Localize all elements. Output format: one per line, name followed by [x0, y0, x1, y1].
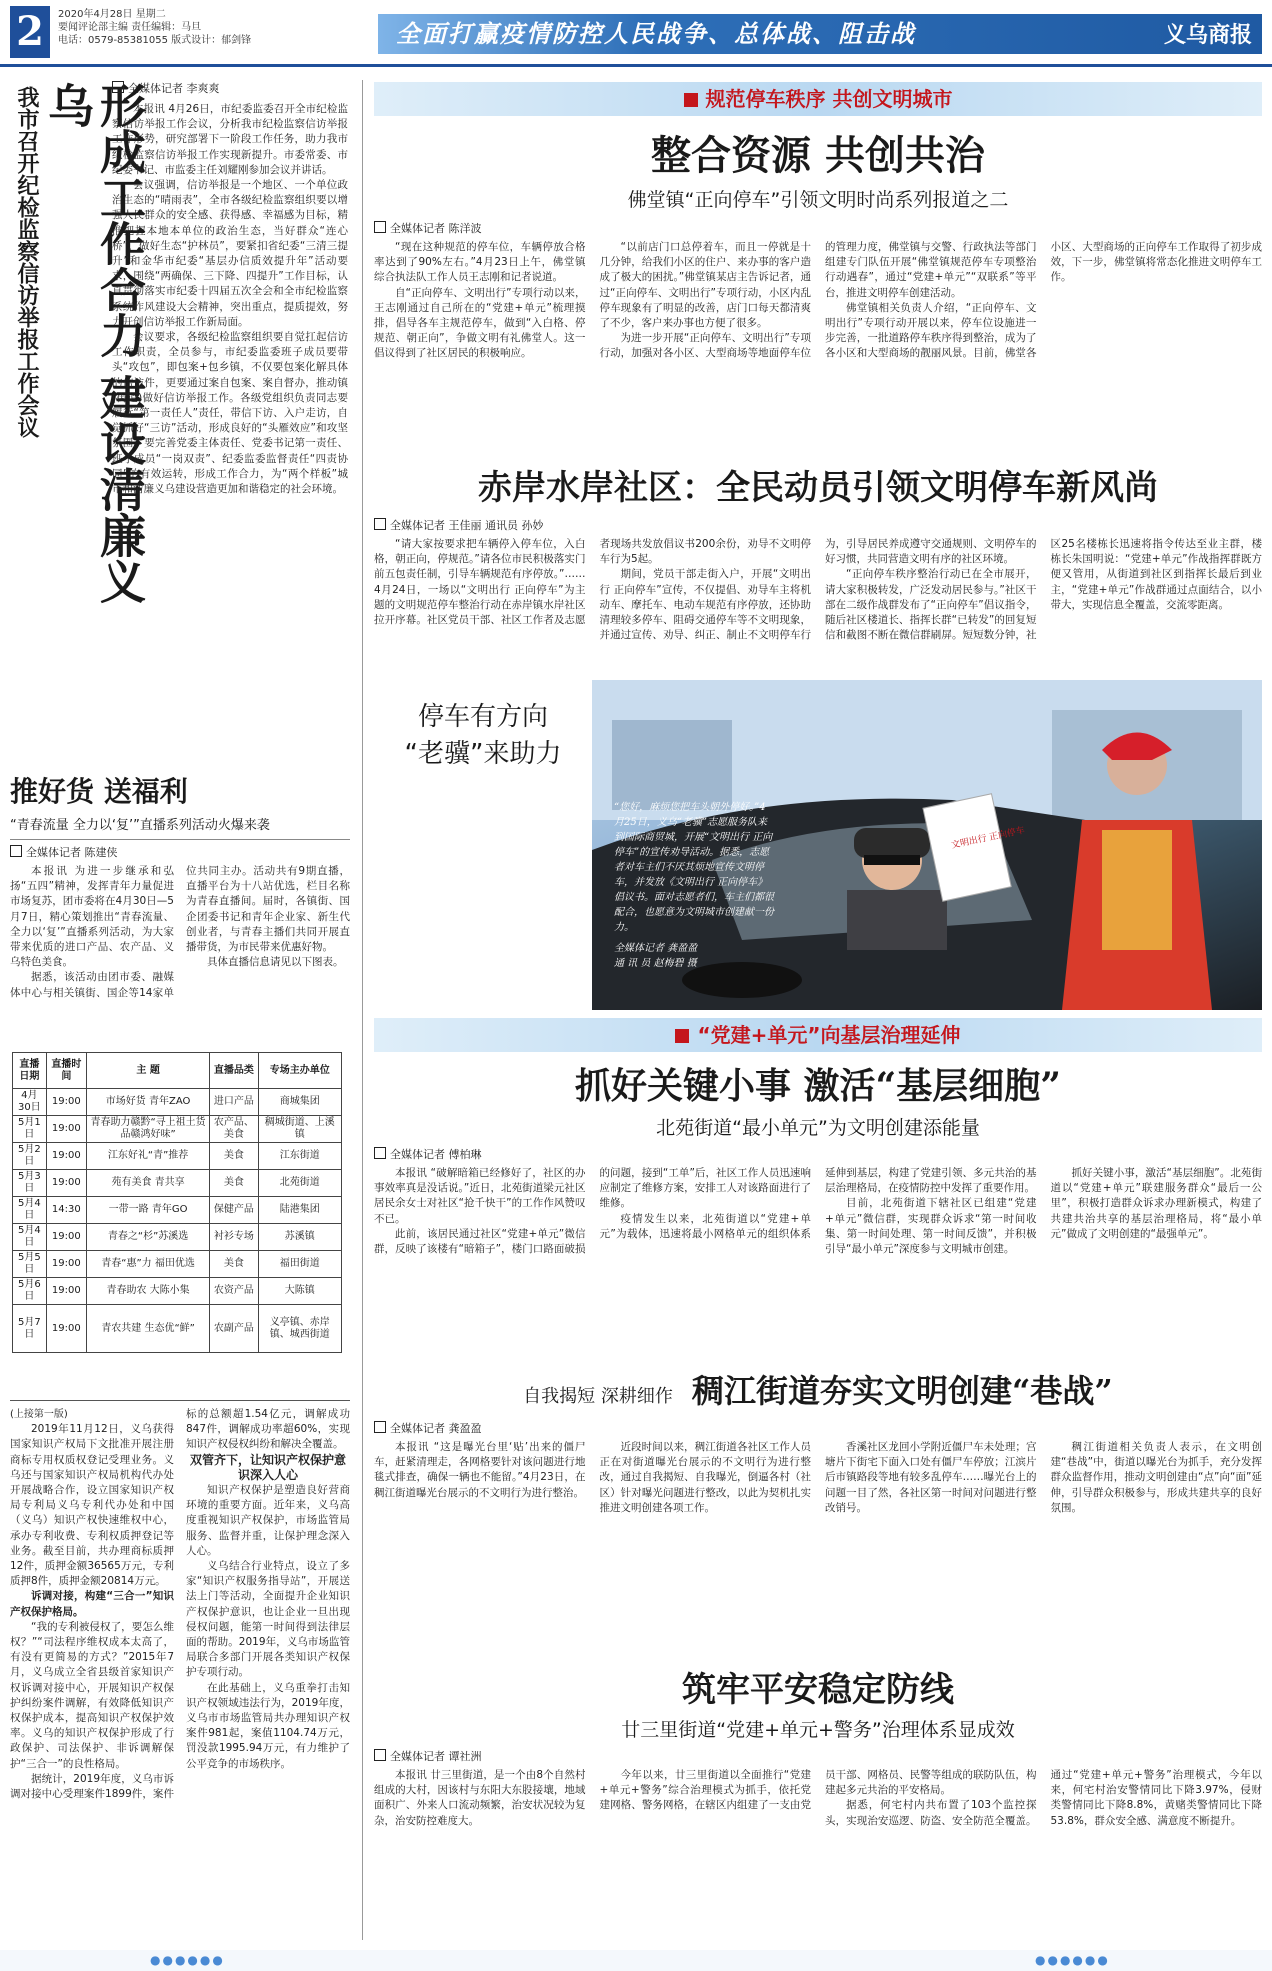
- article-body: “现在这种规范的停车位，车辆停放合格率达到了90%左右。”4月23日上午，佛堂镇综合执法队工作人员王志刚和记者说道。 自“正向停车、文明出行”专项行动以来，王志刚通过自己所在的“党建+单元”梳理摸排，倡导各车主规范停车，做到“入白格、停规范、朝正向”，争做文明有礼佛堂人。这一倡议得到了社区居民的积极响应。 “以前店门口总停着车，而且一停就是十几分钟，给我们小区的住户、来办事的客户造成了极大的困扰。”佛堂镇某店主告诉记者，通过“正向停车、文明出行”专项行动，小区内乱停车现象有了明显的改善，店门口每天都清爽了不少，客户来办事也方便了很多。 为进一步开展“正向停车、文明出行”专项行动，加强对各小区、大型商场等地面停车位的管理力度，佛堂镇与交警、行政执法等部门组建专门队伍开展“佛堂镇规范停车专项整治行动遇春”，通过“党建+单元”“双联系”等平台，推进文明停车创建活动。 佛堂镇相关负责人介绍，“正向停车、文明出行”专项行动开展以来，停车位设施进一步完善，一批道路停车秩序得到整治，成为了各小区和大型商场的靓丽风景。目前，佛堂各小区、大型商场的正向停车工作取得了初步成效，下一步，佛堂镇将常态化推进文明停车工作。: [374, 241, 1262, 360]
- article-body: 本报讯 “这是曝光台里‘贴’出来的僵尸车，赶紧清理走，各网格要针对该问题进行地毯式排查，确保一辆也不能留。”4月23日，在稠江街道曝光台展示的不文明行为进行整治。 近段时间以来，稠江街道各社区工作人员正在对街道曝光台展示的不文明行为进行整改，通过自我揭短、自我曝光，倒逼各村（社区）针对曝光问题进行整改，以此为契机扎实推进文明创建各项工作。 香溪社区龙回小学附近僵尸车未处理；宫塘片下街宅下面入口处有僵尸车停放；江滨片后市镇路段等地有较多乱停车……曝光台上的问题一目了然，各社区第一时间对问题进行整改销号。 稠江街道相关负责人表示，在文明创建“巷战”中，街道以曝光台为抓手，充分发挥群众监督作用，推动文明创建由“点”向“面”延伸，引导群众积极参与，形成共建共享的良好氛围。: [374, 1441, 1262, 1514]
- column-divider: [362, 80, 363, 1940]
- footer-dots-right: ●●●●●●: [1035, 1953, 1110, 1967]
- byline: 全媒体记者 王佳丽 通讯员 孙妙: [374, 517, 1262, 533]
- byline: 全媒体记者 龚盈盈: [374, 1420, 1262, 1436]
- article-title: 稠江街道夯实文明创建“巷战”: [692, 1372, 1113, 1410]
- section-header-party: “党建+单元”向基层治理延伸: [374, 1018, 1262, 1052]
- table-row: 5月4日 19:00 青春之“杉”苏溪选 衬衫专场 苏溪镇: [13, 1224, 342, 1251]
- square-bullet-icon: [675, 1029, 689, 1043]
- header-banner: 全面打赢疫情防控人民战争、总体战、阻击战: [378, 14, 1262, 54]
- article-body: 本报讯 为进一步继承和弘扬“五四”精神，发挥青年力量促进市场复苏，团市委将在4月30日—5月7日，精心策划推出“青春流量、全力以‘复’”直播系列活动，为大家带来优质的进口产品、农产品、义乌特色美食。 据悉，该活动由团市委、融媒体中心与相关镇街、国企等14家单位共同主办。活动共有9期直播，直播平台为十八站优选，栏目名称为青春直播间。届时，各镇街、国企团委书记和青年企业家、新生代创业者，与青春主播们共同开展直播带货，为市民带来优惠好物。 具体直播信息请见以下图表。: [10, 865, 350, 999]
- article-title: 形成工作合力 建设清廉义乌: [41, 82, 147, 605]
- table-row: 5月1日 19:00 青春助力赣黔“寻上祖土货 品赣鸿好味” 农产品、美食 稠城街道、上溪镇: [13, 1116, 342, 1143]
- square-bullet-icon: [684, 93, 698, 107]
- col-header: 直播品类: [210, 1053, 258, 1089]
- byline: 全媒体记者 谭社洲: [374, 1748, 1262, 1764]
- article-body: “请大家按要求把车辆停入停车位，入白格，朝正向，停规范。”请各位市民积极落实门前五包责任制，引导车辆规范有序停放。”……4月24日，一场以“文明出行 正向停车”为主题的文明规范停车整治行动在赤岸镇水岸社区拉开序幕。社区党员干部、社区工作者及志愿者现场共发放倡议书200余份，劝导不文明停车行为5起。 期间，党员干部走街入户，开展“文明出行 正向停车”宣传，不仅提倡、劝导车主将机动车、摩托车、电动车规范有序停放，还协助清理较多停车、阻碍交通停车等不文明现象，并通过宣传、劝导、纠正、制止不文明停车行为，引导居民养成遵守交通规则、文明停车的好习惯，共同营造文明有序的社区环境。 “正向停车秩序整治行动已在全市展开，请大家积极转发，广泛发动居民参与。”社区干部在二级作战群发布了“正向停车”倡议指令，随后社区楼道长、指挥长群“已转发”的回复短信和截图不断在微信群刷屏。短短数分钟，社区25名楼栋长迅速将指令传达至业主群，楼栋长朱国明说：“党建+单元”作战指挥群既方便又管用，从街道到社区到指挥长最后到业主，“党建+单元”作战群通过点面结合，以小带大，实现信息全覆盖，交流零距离。: [374, 538, 1262, 642]
- photo-caption: “您好，麻烦您把车头朝外停好。”4月25日，义乌“老骥”志愿服务队来到国际商贸城，开展“文明出行 正向停车”的宣传劝导活动。据悉，志愿者对车主们不厌其烦地宣传文明停车，并发放《文明出行 正向停车》倡议书。面对志愿者们，车主们都很配合，也愿意为文明城市创建献一份力。 全媒体记者 龚盈盈 通 讯 员 赵梅碧 摄: [614, 802, 774, 969]
- byline: 全媒体记者 陈建侠: [10, 839, 350, 860]
- table-row: 5月7日 19:00 青农共建 生态优“鲜” 农副产品 义亭镇、赤岸镇、城西街道: [13, 1305, 342, 1353]
- article-title: 抓好关键小事 激活“基层细胞”: [575, 1065, 1061, 1107]
- article-body: 本报讯 廿三里街道，是一个由8个自然村组成的大村，因该村与东阳大东股接壤，地域面积广、外来人口流动频繁，治安状况较为复杂，治安防控难度大。 今年以来，廿三里街道以全面推行“党建+单元+警务”综合治理模式为抓手，依托党建网格、警务网格，在辖区内组建了一支由党员干部、网格员、民警等组成的联防队伍，构建起多元共治的平安格局。 据悉，何宅村内共布置了103个监控探头，实现治安巡逻、防盗、安全防范全覆盖。通过“党建+单元+警务”治理模式，今年以来，何宅村治安警情同比下降3.97%，侵财类警情同比下降8.8%，黄赌类警情同比下降53.8%，群众安全感、满意度不断提升。: [374, 1769, 1262, 1827]
- table-row: 5月2日 19:00 江东好礼“青”推荐 美食 江东街道: [13, 1143, 342, 1170]
- article-body: 本报讯 “破解暗箱已经修好了，社区的办事效率真是没话说。”近日，北苑街道梁元社区居民余女士对社区“抢千快干”的工作作风赞叹不已。 此前，该居民通过社区“党建+单元”微信群，反映了该楼有“暗箱子”，楼门口路面破损的问题，接到“工单”后，社区工作人员迅速响应制定了维修方案，安排工人对该路面进行了维修。 疫情发生以来，北苑街道以“党建+单元”为载体，迅速将最小网格单元的组织体系延伸到基层，构建了党建引领、多元共治的基层治理格局，在疫情防控中发挥了重要作用。 目前，北苑街道下辖社区已组建“党建+单元”微信群，实现群众诉求“第一时间收集、第一时间处理、第一时间反馈”，并积极引导“最小单元”深度参与文明城市创建。 抓好关键小事，激活“基层细胞”。北苑街道以“党建+单元”联建服务群众“最后一公里”，积极打造群众诉求办理新模式，构建了共建共治共享的基层治理格局，将“最小单元”做成了文明创建的“最强单元”。: [374, 1167, 1262, 1256]
- table-row: 5月4日 14:30 一带一路 青年GO 保健产品 陆港集团: [13, 1197, 342, 1224]
- article-body: (上接第一版) 2019年11月12日，义乌获得国家知识产权局下文批准开展注册商标专用权质权登记受理业务。义乌还与国家知识产权局机构代办处开展战略合作，设立国家知识产权局专利局义乌专利代办处和中国（义乌）知识产权快速维权中心，承办专利收费、专利权质押登记等业务。截至目前，共办理商标质押12件，质押金额36565万元，专利质押8件，质押金额20814万元。 诉调对接，构建“三合一”知识产权保护格局。 “我的专利被侵权了，要怎么维权？”“司法程序维权成本太高了，有没有更简易的方式？”2015年7月，义乌成立全省县级首家知识产权诉调对接中心，开展知识产权保护纠纷案件调解，有效降低知识产权保护成本，提高知识产权保护效率。义乌的知识产权保护形成了行政保护、司法保护、非诉调解保护“三合一”的良性格局。 据统计，2019年度，义乌市诉调对接中心受理案件1899件，案件标的总额超1.54亿元，调解成功847件，调解成功率超60%，实现知识产权侵权纠纷和解决全覆盖。 双管齐下，让知识产权保护意识深入人心 知识产权保护是塑造良好营商环境的重要方面。近年来，义乌高度重视知识产权保护，市场监管局服务、监督并重，让保护理念深入人心。 义乌结合行业特点，设立了多家“知识产权服务指导站”，开展送法上门等活动，全面提升企业知识产权保护意识，也让企业一旦出现侵权问题，能第一时间得到法律层面的帮助。2019年，义乌市场监管局联合多部门开展各类知识产权保护专项行动。 在此基础上，义乌重拳打击知识产权领域违法行为，2019年度，义乌市市场监管局共办理知识产权案件981起，案值1104.74万元，罚没款1995.94万元，有力维护了公平竞争的市场秩序。: [10, 1408, 350, 1801]
- article-subtitle: 佛堂镇“正向停车”引领文明时尚系列报道之二: [627, 189, 1009, 211]
- continuation-label: (上接第一版): [10, 1409, 68, 1420]
- footer-dots-left: ●●●●●●: [150, 1953, 225, 1967]
- table-row: 4月30日 19:00 市场好货 青年ZAO 进口产品 商城集团: [13, 1089, 342, 1116]
- header-rule: [0, 64, 1272, 67]
- col-header: 主 题: [87, 1053, 210, 1089]
- newspaper-logo: 义乌商报: [1163, 22, 1252, 48]
- article-kicker: 自我揭短 深耕细作: [523, 1386, 673, 1407]
- page-header: [0, 0, 1272, 64]
- article-subtitle: 北苑街道“最小单元”为文明创建添能量: [656, 1117, 980, 1139]
- table-header-row: [13, 1053, 342, 1089]
- byline: 全媒体记者 陈洋波: [374, 220, 1262, 236]
- article-headline: [374, 1366, 1262, 1412]
- byline: 全媒体记者 傅柏琳: [374, 1146, 1262, 1162]
- col-header: 直播时间: [46, 1053, 86, 1089]
- table-row: 5月6日 19:00 青春助农 大陈小集 农资产品 大陈镇: [13, 1278, 342, 1305]
- photo-headline: 停车有方向 “老骥”来助力: [404, 702, 562, 769]
- page-footer: [0, 1950, 1272, 1971]
- article-beiyuan: [374, 1058, 1262, 1358]
- article-body: 本报讯 4月26日，市纪委监委召开全市纪检监察信访举报工作会议，分析我市纪检监察信访举报工作形势，研究部署下一阶段工作任务，助力我市纪检监察信访举报工作实现新提升。市委常委、市纪委书记、市监委主任刘耀刚参加会议并讲话。 会议强调，信访举报是一个地区、一个单位政治生态的“晴雨表”，全市各级纪检监察组织要以增强人民群众的安全感、获得感、幸福感为目标，精准把握本地本单位的政治生态，当好群众“连心桥”，做好生态“护林员”，要紧扣省纪委“三清三提升”和金华市纪委“基层办信质效提升年”活动要求，围绕“两确保、三下降、四提升”工作目标，认真贯彻落实市纪委十四届五次全会和全市纪检监察系统作风建设大会精神，突出重点，提质提效，努力开创信访举报工作新局面。 会议要求，各级纪检监察组织要自觉扛起信访工作职责，全员参与，市纪委监委班子成员要带头“攻包”，即包案+包乡镇，不仅要包案化解具体的信访件，更要通过案自包案、案自督办，推动镇(街道)做好信访举报工作。各级党组织负责同志要履行“第一责任人”责任，带信下访、入户走访，自觉抓好“三访”活动，形成良好的“头雁效应”和攻坚氛围。要完善党委主体责任、党委书记第一责任、班子成员“一岗双责”、纪委监委监督责任“四责协同”的有效运转，形成工作合力，为“两个样板”城市和清廉义乌建设营造更加和谐稳定的社会环境。: [112, 103, 348, 496]
- byline: 全媒体记者 李爽爽: [112, 80, 220, 96]
- photo-text-panel: [374, 680, 592, 1010]
- schedule-table: [12, 1052, 342, 1353]
- page-number: 2: [10, 6, 50, 58]
- article-title: 筑牢平安稳定防线: [682, 1670, 954, 1710]
- handbook-text: 文明出行 正向停车: [950, 825, 1026, 852]
- photo-feature: [374, 680, 1262, 1010]
- article-discipline: [10, 80, 350, 760]
- article-title: 整合资源 共创共治: [651, 132, 985, 179]
- col-header: 专场主办单位: [258, 1053, 341, 1089]
- article-ip-continued: [10, 1400, 350, 1940]
- article-subtitle: 廿三里街道“党建+单元+警务”治理体系显成效: [621, 1719, 1015, 1741]
- article-title: 赤岸水岸社区：全民动员引领文明停车新风尚: [478, 468, 1158, 508]
- article-subtitle: “青春流量 全力以‘复’”直播系列活动火爆来袭: [10, 818, 270, 833]
- article-fotang: [374, 124, 1262, 454]
- article-choujiang: [374, 1366, 1262, 1656]
- article-chian: [374, 460, 1262, 675]
- article-subtitle: 我市召开纪检监察信访举报工作会议: [14, 86, 40, 438]
- article-title: 推好货 送福利: [10, 775, 188, 808]
- section-header-parking: 规范停车秩序 共创文明城市: [374, 82, 1262, 116]
- article-livestream: [10, 770, 350, 1040]
- col-header: 直播日期: [13, 1053, 47, 1089]
- article-niansanli: [374, 1662, 1262, 1944]
- table-row: 5月5日 19:00 青春“惠”力 福田优选 美食 福田街道: [13, 1251, 342, 1278]
- header-meta: 2020年4月28日 星期二 要闻评论部主编 责任编辑：马旦 电话：0579-85381055 版式设计：郁剑锋: [58, 9, 252, 46]
- table-row: 5月3日 19:00 苑有美食 青共享 美食 北苑街道: [13, 1170, 342, 1197]
